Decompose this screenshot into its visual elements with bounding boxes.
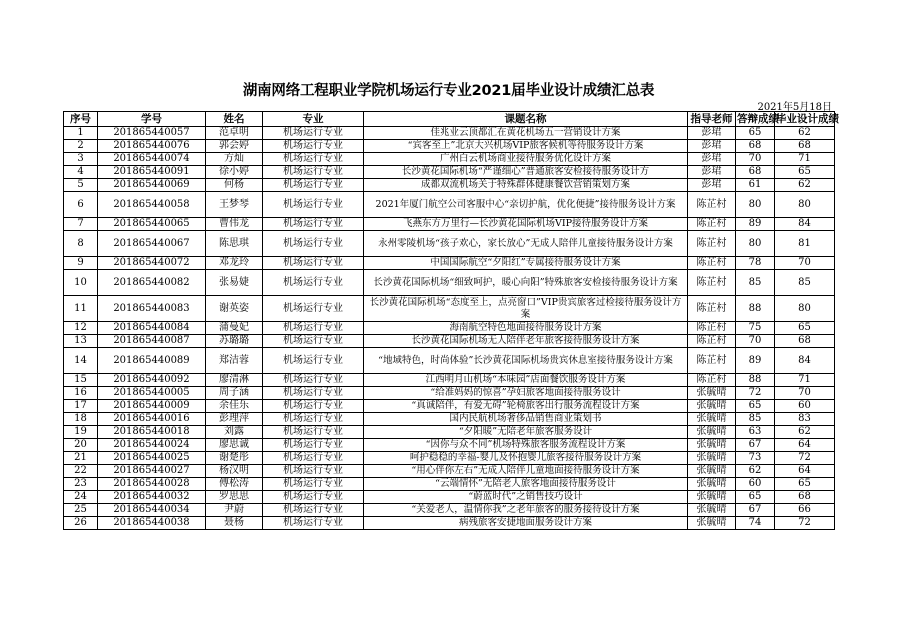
cell-student-id: 201865440084 xyxy=(98,322,206,335)
cell-final-score: 64 xyxy=(775,439,835,452)
header-final-score: 毕业设计成绩 xyxy=(776,113,839,125)
cell-defense-score: 72 xyxy=(736,387,775,400)
cell-defense-score: 65 xyxy=(736,127,775,140)
cell-name: 范卓明 xyxy=(206,127,263,140)
cell-name: 蒲曼妃 xyxy=(206,322,263,335)
header-student-id: 学号 xyxy=(98,112,206,127)
cell-no: 4 xyxy=(64,166,98,179)
cell-topic: 病残旅客安捷地面服务设计方案 xyxy=(364,517,688,530)
cell-name: 彭理萍 xyxy=(206,413,263,426)
cell-no: 16 xyxy=(64,387,98,400)
cell-major: 机场运行专业 xyxy=(263,348,364,374)
cell-student-id: 201865440034 xyxy=(98,504,206,517)
cell-final-score: 60 xyxy=(775,400,835,413)
cell-topic: 江西明月山机场“本味园”店面餐饮服务设计方案 xyxy=(364,374,688,387)
cell-final-score: 72 xyxy=(775,517,835,530)
cell-advisor: 陈芷村 xyxy=(688,374,736,387)
table-row xyxy=(64,231,835,257)
cell-final-score: 84 xyxy=(775,348,835,374)
cell-no: 25 xyxy=(64,504,98,517)
cell-student-id: 201865440032 xyxy=(98,491,206,504)
cell-name: 谢英姿 xyxy=(206,296,263,322)
cell-topic: 长沙黄花国际机场“态度至上，点亮窗口”VIP贵宾旅客过检接待服务设计方案 xyxy=(364,296,688,322)
cell-advisor: 张毓晴 xyxy=(688,491,736,504)
cell-topic: 长沙黄花国际机场无人陪伴老年旅客接待服务设计方案 xyxy=(364,335,688,348)
cell-no: 11 xyxy=(64,296,98,322)
cell-no: 8 xyxy=(64,231,98,257)
cell-student-id: 201865440016 xyxy=(98,413,206,426)
cell-defense-score: 62 xyxy=(736,465,775,478)
cell-advisor: 陈芷村 xyxy=(688,231,736,257)
table-row xyxy=(64,179,835,192)
cell-final-score: 68 xyxy=(775,335,835,348)
cell-no: 14 xyxy=(64,348,98,374)
table-row xyxy=(64,335,835,348)
cell-major: 机场运行专业 xyxy=(263,452,364,465)
header-defense-score: 答辩成绩 xyxy=(737,113,779,125)
cell-topic: 长沙黄花国际机场“细致呵护，暖心向阳”特殊旅客安检接待服务设计方案 xyxy=(364,270,688,296)
cell-major: 机场运行专业 xyxy=(263,335,364,348)
cell-no: 22 xyxy=(64,465,98,478)
cell-no: 7 xyxy=(64,218,98,231)
cell-student-id: 201865440038 xyxy=(98,517,206,530)
cell-student-id: 201865440082 xyxy=(98,270,206,296)
cell-topic: 长沙黄花国际机场“严谨细心”普通旅客安检接待服务设计方 xyxy=(364,166,688,179)
table-row xyxy=(64,127,835,140)
cell-defense-score: 85 xyxy=(736,413,775,426)
cell-name: 刘露 xyxy=(206,426,263,439)
cell-name: 王梦琴 xyxy=(206,192,263,218)
cell-advisor: 陈芷村 xyxy=(688,322,736,335)
cell-student-id: 201865440067 xyxy=(98,231,206,257)
cell-student-id: 201865440074 xyxy=(98,153,206,166)
cell-major: 机场运行专业 xyxy=(263,257,364,270)
cell-student-id: 201865440087 xyxy=(98,335,206,348)
cell-student-id: 201865440027 xyxy=(98,465,206,478)
table-row xyxy=(64,400,835,413)
cell-no: 1 xyxy=(64,127,98,140)
cell-major: 机场运行专业 xyxy=(263,478,364,491)
cell-topic: “地域特色，时尚体验”长沙黄花国际机场贵宾休息室接待服务设计方案 xyxy=(364,348,688,374)
cell-final-score: 80 xyxy=(775,296,835,322)
cell-major: 机场运行专业 xyxy=(263,322,364,335)
cell-advisor: 陈芷村 xyxy=(688,218,736,231)
cell-topic: 国内民航机场奢侈品销售商业策划书 xyxy=(364,413,688,426)
cell-name: 苏璐璐 xyxy=(206,335,263,348)
cell-name: 尹蔚 xyxy=(206,504,263,517)
cell-topic: “云端情怀”无陪老人旅客地面接待服务设计 xyxy=(364,478,688,491)
cell-advisor: 彭珺 xyxy=(688,140,736,153)
table-row xyxy=(64,374,835,387)
cell-topic: “真诚陪伴，有爱无碍”轮椅旅客出行服务流程设计方案 xyxy=(364,400,688,413)
cell-student-id: 201865440092 xyxy=(98,374,206,387)
cell-major: 机场运行专业 xyxy=(263,517,364,530)
cell-major: 机场运行专业 xyxy=(263,374,364,387)
cell-topic: 成都双流机场关于特殊群体健康餐饮营销策划方案 xyxy=(364,179,688,192)
table-row xyxy=(64,491,835,504)
cell-final-score: 85 xyxy=(775,270,835,296)
cell-advisor: 张毓晴 xyxy=(688,478,736,491)
cell-no: 21 xyxy=(64,452,98,465)
table-body xyxy=(64,127,835,530)
cell-no: 3 xyxy=(64,153,98,166)
table-row xyxy=(64,166,835,179)
cell-student-id: 201865440076 xyxy=(98,140,206,153)
cell-topic: “给准妈妈的惊喜”孕妇旅客地面接待服务设计 xyxy=(364,387,688,400)
cell-no: 23 xyxy=(64,478,98,491)
cell-major: 机场运行专业 xyxy=(263,166,364,179)
cell-defense-score: 65 xyxy=(736,491,775,504)
cell-major: 机场运行专业 xyxy=(263,426,364,439)
cell-topic: “因你与众不同”机场特殊旅客服务流程设计方案 xyxy=(364,439,688,452)
cell-major: 机场运行专业 xyxy=(263,218,364,231)
cell-no: 26 xyxy=(64,517,98,530)
cell-major: 机场运行专业 xyxy=(263,153,364,166)
cell-major: 机场运行专业 xyxy=(263,491,364,504)
cell-name: 张易婕 xyxy=(206,270,263,296)
cell-no: 2 xyxy=(64,140,98,153)
cell-defense-score: 70 xyxy=(736,153,775,166)
cell-topic: “夕阳暖”无陪老年旅客服务设计 xyxy=(364,426,688,439)
cell-student-id: 201865440072 xyxy=(98,257,206,270)
cell-topic: 永州零陵机场“孩子欢心，家长放心”无成人陪伴儿童接待服务设计方案 xyxy=(364,231,688,257)
cell-no: 12 xyxy=(64,322,98,335)
cell-name: 陈思琪 xyxy=(206,231,263,257)
table-row xyxy=(64,426,835,439)
table-row xyxy=(64,270,835,296)
cell-defense-score: 70 xyxy=(736,335,775,348)
cell-name: 徐小婷 xyxy=(206,166,263,179)
cell-advisor: 张毓晴 xyxy=(688,387,736,400)
cell-name: 邓龙玲 xyxy=(206,257,263,270)
table-row xyxy=(64,465,835,478)
cell-student-id: 201865440024 xyxy=(98,439,206,452)
cell-major: 机场运行专业 xyxy=(263,231,364,257)
cell-final-score: 71 xyxy=(775,374,835,387)
table-row xyxy=(64,322,835,335)
cell-defense-score: 89 xyxy=(736,348,775,374)
cell-major: 机场运行专业 xyxy=(263,140,364,153)
table-row xyxy=(64,348,835,374)
cell-defense-score: 88 xyxy=(736,374,775,387)
cell-no: 13 xyxy=(64,335,98,348)
cell-no: 15 xyxy=(64,374,98,387)
table-row xyxy=(64,478,835,491)
table-row xyxy=(64,153,835,166)
cell-defense-score: 74 xyxy=(736,517,775,530)
cell-advisor: 彭珺 xyxy=(688,153,736,166)
cell-final-score: 84 xyxy=(775,218,835,231)
cell-advisor: 张毓晴 xyxy=(688,452,736,465)
cell-defense-score: 67 xyxy=(736,439,775,452)
cell-name: 杨汉明 xyxy=(206,465,263,478)
cell-major: 机场运行专业 xyxy=(263,296,364,322)
cell-name: 郭会婷 xyxy=(206,140,263,153)
table-row xyxy=(64,296,835,322)
cell-advisor: 张毓晴 xyxy=(688,504,736,517)
cell-name: 廖思诚 xyxy=(206,439,263,452)
cell-defense-score: 73 xyxy=(736,452,775,465)
header-topic: 课题名称 xyxy=(364,112,688,127)
cell-defense-score: 75 xyxy=(736,322,775,335)
header-advisor: 指导老师 xyxy=(688,112,736,127)
cell-major: 机场运行专业 xyxy=(263,465,364,478)
table-row xyxy=(64,504,835,517)
cell-topic: 海南航空特色地面接待服务设计方案 xyxy=(364,322,688,335)
cell-advisor: 陈芷村 xyxy=(688,192,736,218)
cell-major: 机场运行专业 xyxy=(263,179,364,192)
cell-student-id: 201865440028 xyxy=(98,478,206,491)
cell-topic: “宾客至上”北京大兴机场VIP旅客候机等待服务设计方案 xyxy=(364,140,688,153)
cell-name: 郑洁蓉 xyxy=(206,348,263,374)
cell-final-score: 70 xyxy=(775,257,835,270)
cell-defense-score: 65 xyxy=(736,400,775,413)
cell-major: 机场运行专业 xyxy=(263,504,364,517)
cell-final-score: 72 xyxy=(775,452,835,465)
cell-name: 何杨 xyxy=(206,179,263,192)
cell-final-score: 70 xyxy=(775,387,835,400)
cell-topic: 飞燕东方万里行—长沙黄花国际机场VIP接待服务设计方案 xyxy=(364,218,688,231)
cell-final-score: 66 xyxy=(775,504,835,517)
cell-advisor: 陈芷村 xyxy=(688,270,736,296)
cell-advisor: 张毓晴 xyxy=(688,400,736,413)
cell-defense-score: 88 xyxy=(736,296,775,322)
cell-name: 方灿 xyxy=(206,153,263,166)
header-no: 序号 xyxy=(64,112,98,127)
cell-advisor: 陈芷村 xyxy=(688,348,736,374)
cell-advisor: 张毓晴 xyxy=(688,517,736,530)
table-row xyxy=(64,218,835,231)
cell-topic: 佳兆业云顶都汇在黄花机场五一营销设计方案 xyxy=(364,127,688,140)
cell-name: 曹伟龙 xyxy=(206,218,263,231)
cell-final-score: 81 xyxy=(775,231,835,257)
cell-student-id: 201865440009 xyxy=(98,400,206,413)
cell-advisor: 彭珺 xyxy=(688,179,736,192)
cell-final-score: 62 xyxy=(775,426,835,439)
cell-no: 24 xyxy=(64,491,98,504)
cell-name: 廖清淋 xyxy=(206,374,263,387)
cell-defense-score: 68 xyxy=(736,166,775,179)
cell-major: 机场运行专业 xyxy=(263,400,364,413)
cell-defense-score: 78 xyxy=(736,257,775,270)
cell-topic: “关爱老人，温情你我”之老年旅客的服务接待设计方案 xyxy=(364,504,688,517)
cell-defense-score: 80 xyxy=(736,192,775,218)
table-row xyxy=(64,140,835,153)
cell-final-score: 62 xyxy=(775,127,835,140)
cell-no: 19 xyxy=(64,426,98,439)
cell-name: 罗思思 xyxy=(206,491,263,504)
cell-final-score: 64 xyxy=(775,465,835,478)
page-title: 湖南网络工程职业学院机场运行专业2021届毕业设计成绩汇总表 xyxy=(242,83,655,99)
cell-defense-score: 60 xyxy=(736,478,775,491)
cell-name: 聂杨 xyxy=(206,517,263,530)
cell-student-id: 201865440057 xyxy=(98,127,206,140)
cell-advisor: 彭珺 xyxy=(688,127,736,140)
cell-no: 18 xyxy=(64,413,98,426)
cell-advisor: 陈芷村 xyxy=(688,257,736,270)
cell-topic: “用心伴你左右”无成人陪伴儿童地面接待服务设计方案 xyxy=(364,465,688,478)
cell-student-id: 201865440083 xyxy=(98,296,206,322)
cell-no: 10 xyxy=(64,270,98,296)
cell-final-score: 71 xyxy=(775,153,835,166)
cell-name: 余佳乐 xyxy=(206,400,263,413)
cell-major: 机场运行专业 xyxy=(263,192,364,218)
cell-final-score: 62 xyxy=(775,179,835,192)
cell-major: 机场运行专业 xyxy=(263,387,364,400)
cell-no: 5 xyxy=(64,179,98,192)
cell-topic: “蔚蓝时代”之销售技巧设计 xyxy=(364,491,688,504)
cell-final-score: 68 xyxy=(775,491,835,504)
table-row xyxy=(64,387,835,400)
cell-student-id: 201865440065 xyxy=(98,218,206,231)
cell-defense-score: 85 xyxy=(736,270,775,296)
table-row xyxy=(64,413,835,426)
cell-defense-score: 80 xyxy=(736,231,775,257)
cell-student-id: 201865440089 xyxy=(98,348,206,374)
cell-topic: 广州白云机场商业接待服务优化设计方案 xyxy=(364,153,688,166)
cell-student-id: 201865440005 xyxy=(98,387,206,400)
cell-major: 机场运行专业 xyxy=(263,413,364,426)
grades-table xyxy=(63,111,839,530)
cell-name: 周子涵 xyxy=(206,387,263,400)
header-major: 专业 xyxy=(263,112,364,127)
header-name: 姓名 xyxy=(206,112,263,127)
cell-major: 机场运行专业 xyxy=(263,439,364,452)
cell-defense-score: 63 xyxy=(736,426,775,439)
cell-topic: 中国国际航空“夕阳红”专属接待服务设计方案 xyxy=(364,257,688,270)
cell-student-id: 201865440025 xyxy=(98,452,206,465)
cell-no: 20 xyxy=(64,439,98,452)
cell-student-id: 201865440058 xyxy=(98,192,206,218)
cell-final-score: 65 xyxy=(775,478,835,491)
cell-topic: 2021年厦门航空公司客服中心“亲切护航，优化便捷”接待服务设计方案 xyxy=(364,192,688,218)
cell-final-score: 68 xyxy=(775,140,835,153)
table-row xyxy=(64,517,835,530)
cell-student-id: 201865440018 xyxy=(98,426,206,439)
header-row xyxy=(64,112,835,127)
cell-major: 机场运行专业 xyxy=(263,127,364,140)
cell-advisor: 陈芷村 xyxy=(688,335,736,348)
cell-advisor: 张毓晴 xyxy=(688,465,736,478)
cell-major: 机场运行专业 xyxy=(263,270,364,296)
cell-student-id: 201865440091 xyxy=(98,166,206,179)
cell-defense-score: 67 xyxy=(736,504,775,517)
cell-no: 9 xyxy=(64,257,98,270)
cell-no: 17 xyxy=(64,400,98,413)
cell-student-id: 201865440069 xyxy=(98,179,206,192)
cell-final-score: 83 xyxy=(775,413,835,426)
cell-defense-score: 89 xyxy=(736,218,775,231)
table-row xyxy=(64,257,835,270)
cell-final-score: 65 xyxy=(775,166,835,179)
table-row xyxy=(64,439,835,452)
cell-defense-score: 61 xyxy=(736,179,775,192)
cell-advisor: 张毓晴 xyxy=(688,426,736,439)
cell-final-score: 80 xyxy=(775,192,835,218)
table-row xyxy=(64,192,835,218)
cell-advisor: 张毓晴 xyxy=(688,439,736,452)
cell-final-score: 65 xyxy=(775,322,835,335)
report-date: 2021年5月18日 xyxy=(757,102,832,113)
table-row xyxy=(64,452,835,465)
cell-advisor: 陈芷村 xyxy=(688,296,736,322)
cell-name: 谢楚彤 xyxy=(206,452,263,465)
cell-advisor: 彭珺 xyxy=(688,166,736,179)
cell-advisor: 张毓晴 xyxy=(688,413,736,426)
cell-no: 6 xyxy=(64,192,98,218)
cell-topic: 呵护稳稳的幸福-婴儿及怀抱婴儿旅客接待服务设计方案 xyxy=(364,452,688,465)
cell-name: 傅松涛 xyxy=(206,478,263,491)
cell-defense-score: 68 xyxy=(736,140,775,153)
